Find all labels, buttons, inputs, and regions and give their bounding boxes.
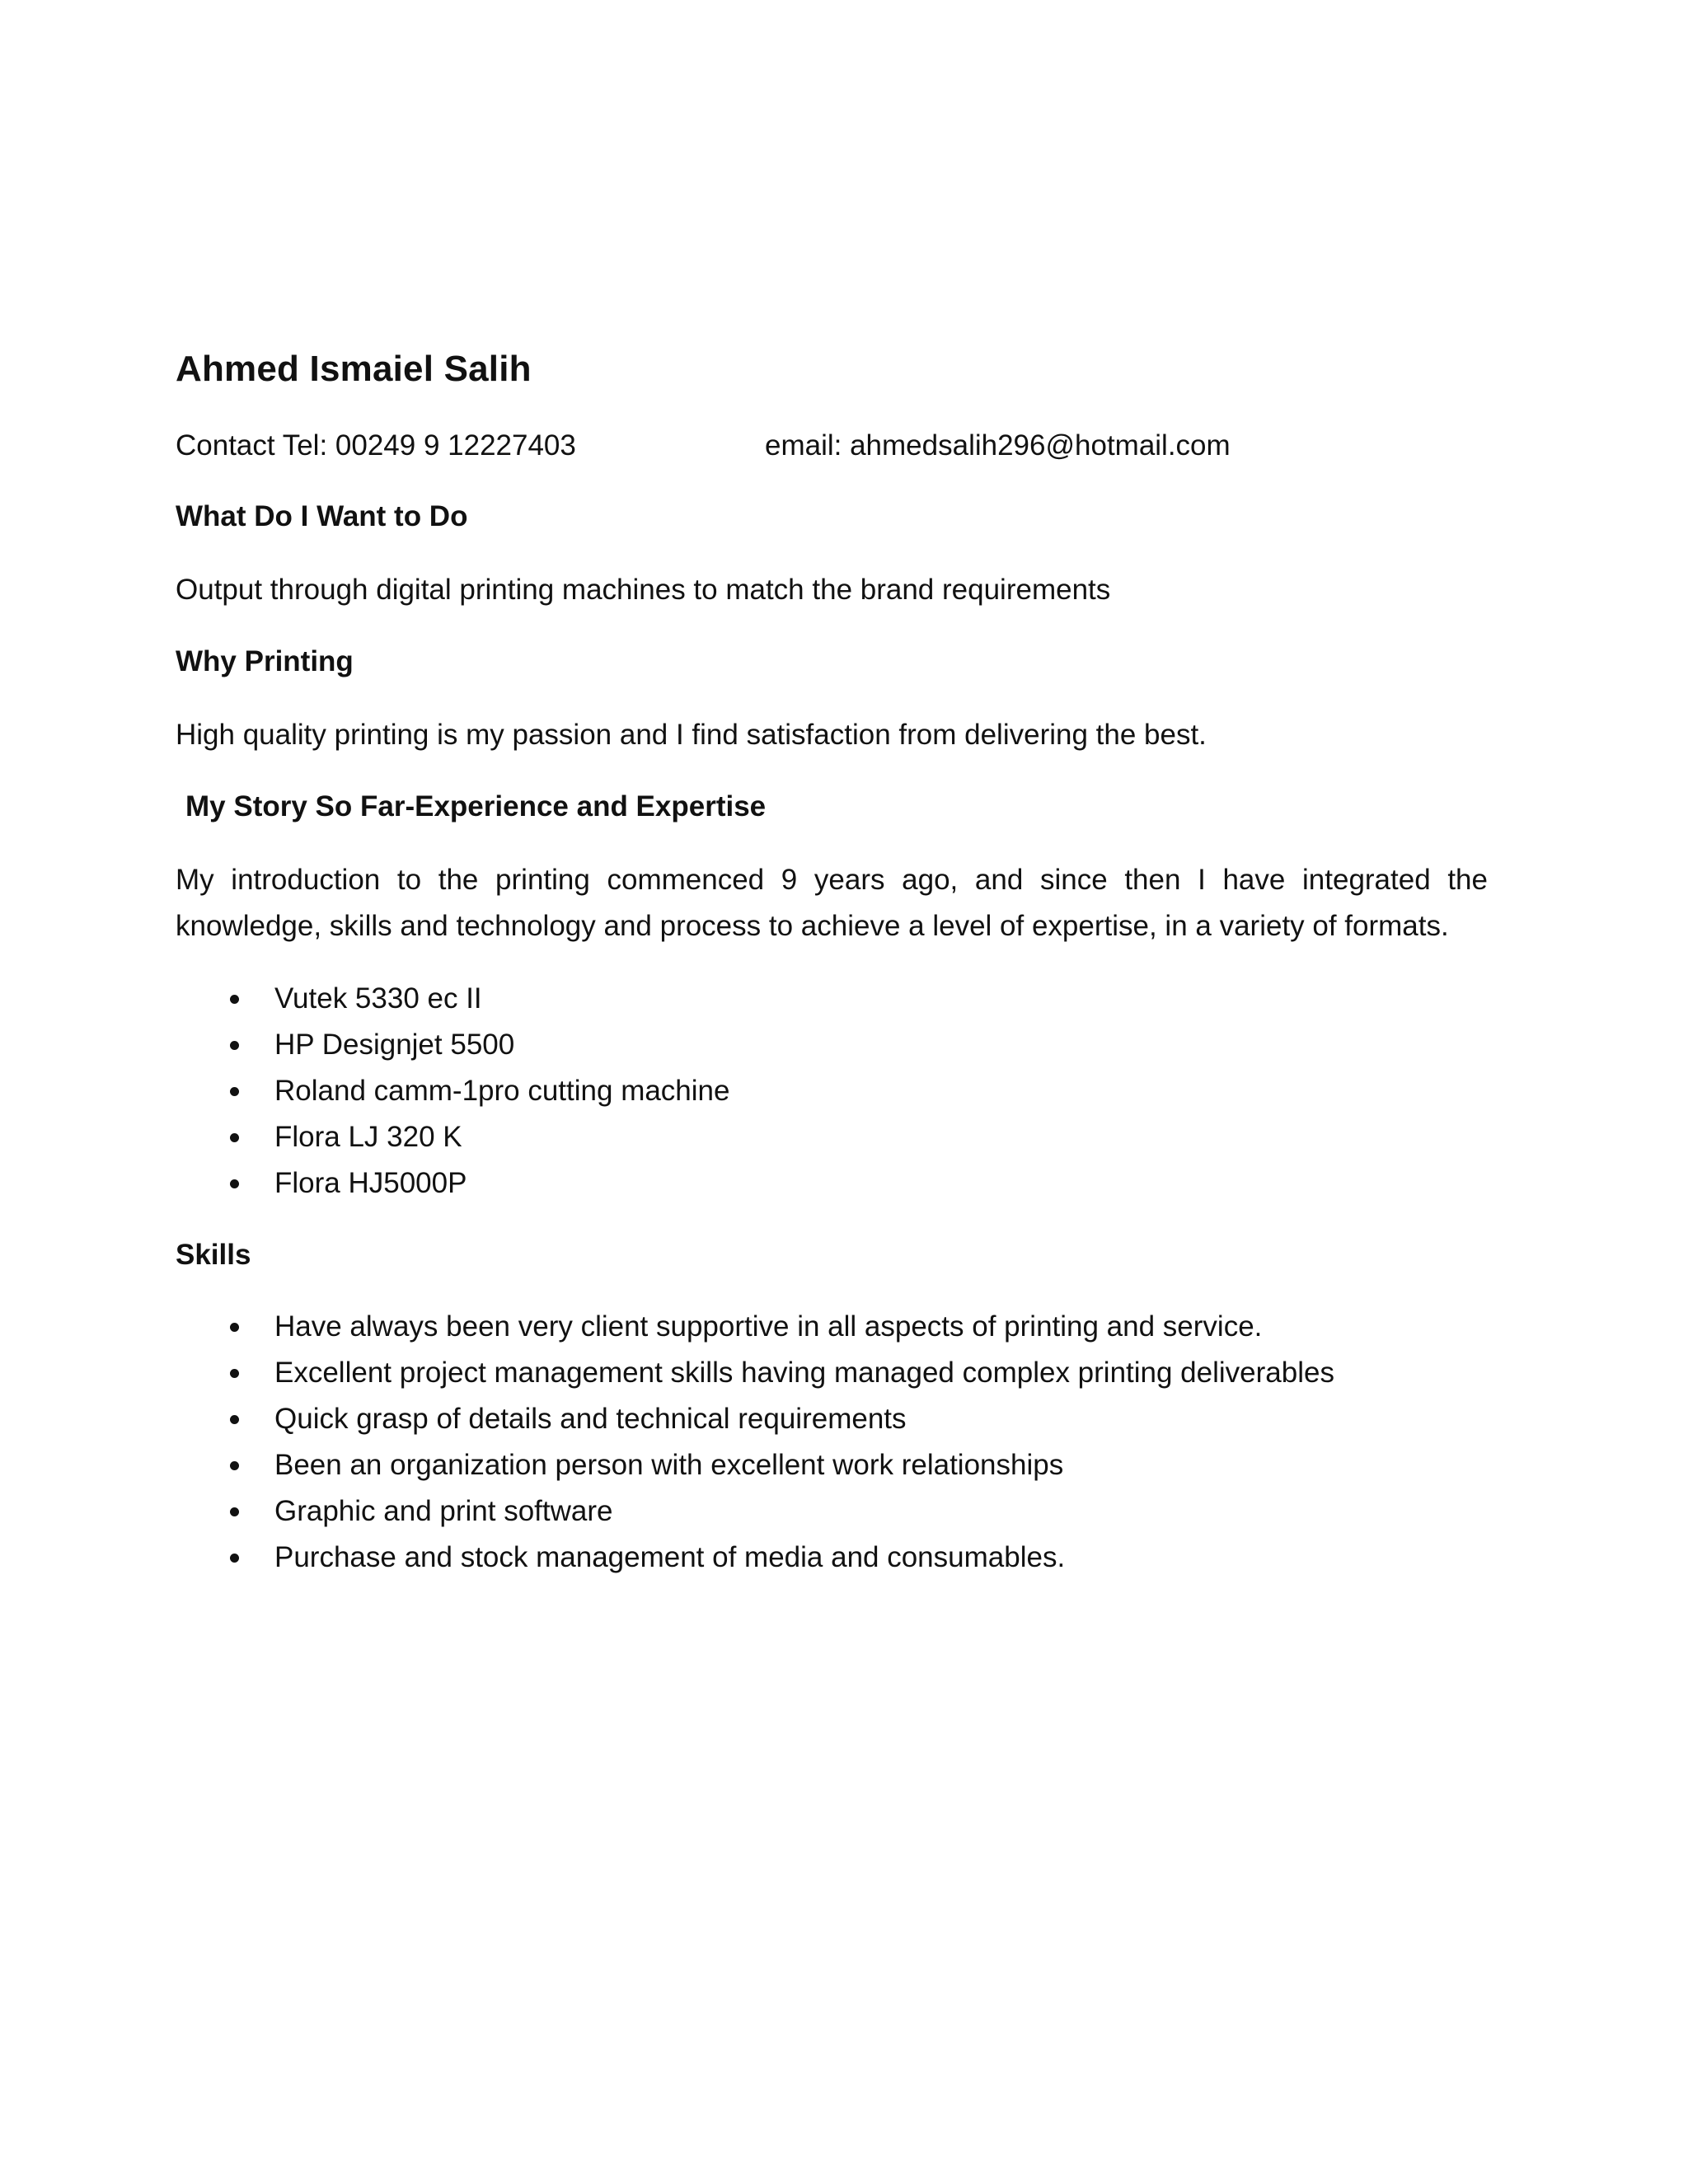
skills-list — [176, 1304, 1488, 1581]
skill-label: Been an organization person with excellent work relationships — [274, 1449, 1064, 1481]
skill-label: Graphic and print software — [274, 1495, 613, 1527]
list-item — [176, 1442, 1488, 1488]
list-item — [176, 1068, 1488, 1114]
heading-why-printing: Why Printing — [176, 645, 354, 677]
list-item — [176, 1160, 1488, 1207]
bullet-icon — [230, 1041, 239, 1050]
contact-email: email: ahmedsalih296@hotmail.com — [765, 429, 1231, 462]
list-item — [176, 1304, 1488, 1350]
machine-label: Vutek 5330 ec II — [274, 982, 482, 1015]
list-item — [176, 1022, 1488, 1068]
machine-label: HP Designjet 5500 — [274, 1029, 515, 1061]
list-item — [176, 976, 1488, 1022]
machine-label: Roland camm-1pro cutting machine — [274, 1075, 730, 1107]
list-item — [176, 1350, 1488, 1396]
skill-label: Excellent project management skills having managed complex printing deliverables — [274, 1357, 1334, 1389]
skill-label: Have always been very client supportive in all aspects of printing and service. — [274, 1310, 1263, 1343]
resume-content — [176, 344, 1488, 1581]
machines-list — [176, 976, 1488, 1207]
text-why-printing: High quality printing is my passion and I find satisfaction from delivering the best. — [176, 719, 1207, 751]
skill-label: Purchase and stock management of media and consumables. — [274, 1541, 1066, 1573]
text-my-story: My introduction to the printing commenced 9 years ago, and since then I have integrated the knowledge, skills and technology and process to achieve a level of expertise, in a variety of formats. — [176, 864, 1488, 942]
bullet-icon — [230, 1415, 239, 1424]
bullet-icon — [230, 1179, 239, 1188]
bullet-icon — [230, 1461, 239, 1470]
text-what-do-i-want: Output through digital printing machines to match the brand requirements — [176, 574, 1111, 606]
bullet-icon — [230, 995, 239, 1004]
list-item — [176, 1396, 1488, 1442]
heading-skills: Skills — [176, 1239, 251, 1271]
heading-what-do-i-want: What Do I Want to Do — [176, 500, 468, 532]
bullet-icon — [230, 1133, 239, 1142]
bullet-icon — [230, 1507, 239, 1516]
bullet-icon — [230, 1323, 239, 1332]
bullet-icon — [230, 1554, 239, 1563]
machine-label: Flora HJ5000P — [274, 1167, 467, 1199]
bullet-icon — [230, 1087, 239, 1096]
heading-my-story: My Story So Far-Experience and Expertise — [185, 790, 767, 823]
skill-label: Quick grasp of details and technical requirements — [274, 1403, 907, 1435]
resume-name: Ahmed Ismaiel Salih — [176, 349, 532, 389]
contact-tel: Contact Tel: 00249 9 12227403 — [176, 429, 576, 462]
bullet-icon — [230, 1369, 239, 1378]
list-item — [176, 1535, 1488, 1581]
machine-label: Flora LJ 320 K — [274, 1121, 462, 1153]
list-item — [176, 1488, 1488, 1535]
contact-row — [176, 424, 1488, 468]
list-item — [176, 1114, 1488, 1160]
